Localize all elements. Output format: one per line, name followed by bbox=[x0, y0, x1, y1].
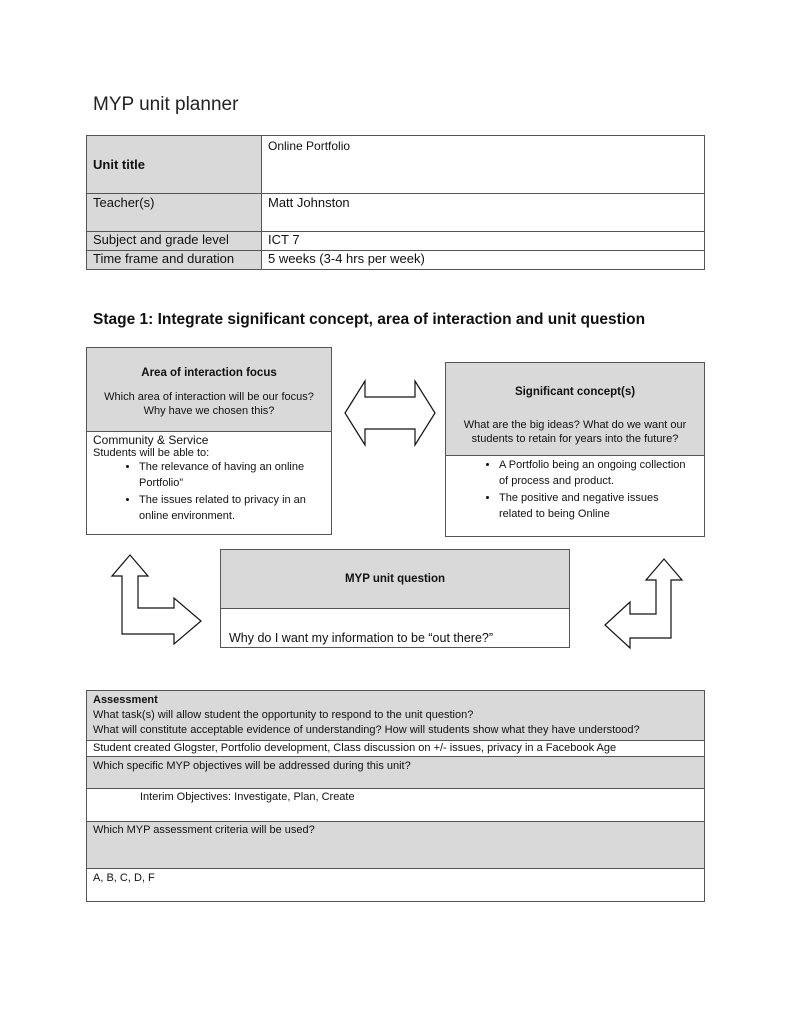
subject-value: ICT 7 bbox=[262, 232, 705, 251]
aoi-list bbox=[87, 459, 331, 524]
objectives-question: Which specific MYP objectives will be addressed during this unit? bbox=[87, 757, 705, 789]
concept-title: Significant concept(s) bbox=[514, 386, 636, 398]
list-item: • The relevance of having an online Portfolio” bbox=[139, 459, 323, 491]
aoi-title: Area of interaction focus bbox=[141, 367, 277, 379]
criteria-value: A, B, C, D, F bbox=[87, 869, 705, 902]
page-title: MYP unit planner bbox=[93, 94, 239, 115]
objectives-value: Interim Objectives: Investigate, Plan, Create bbox=[87, 789, 705, 822]
time-value: 5 weeks (3-4 hrs per week) bbox=[262, 251, 705, 270]
assessment-tasks: Student created Glogster, Portfolio development, Class discussion on +/- issues, privacy in a Facebook Age bbox=[87, 741, 705, 757]
teacher-value: Matt Johnston bbox=[262, 194, 705, 232]
list-item: • A Portfolio being an ongoing collection of process and product. bbox=[499, 457, 690, 489]
stage1-heading: Stage 1: Integrate significant concept, area of interaction and unit question bbox=[93, 311, 646, 328]
list-item: • The issues related to privacy in an online environment. bbox=[139, 492, 323, 524]
unit-title-value: Online Portfolio bbox=[262, 136, 705, 194]
unit-info-table bbox=[86, 135, 705, 270]
concept-question-1: What are the big ideas? What do we want our bbox=[463, 419, 687, 431]
aoi-value-title: Community & Service bbox=[93, 433, 209, 447]
assessment-q1: What task(s) will allow student the opportunity to respond to the unit question? bbox=[93, 709, 474, 721]
concept-box bbox=[445, 362, 705, 537]
time-label: Time frame and duration bbox=[87, 251, 262, 270]
unit-title-label: Unit title bbox=[87, 136, 262, 194]
assessment-header bbox=[87, 691, 705, 741]
concept-question-2: students to retain for years into the future? bbox=[471, 433, 679, 445]
subject-label: Subject and grade level bbox=[87, 232, 262, 251]
bent-arrow-right-icon bbox=[111, 554, 203, 646]
aoi-intro: Students will be able to: bbox=[93, 447, 210, 459]
bent-arrow-left-icon bbox=[604, 558, 684, 650]
double-arrow-icon bbox=[344, 380, 436, 446]
criteria-question: Which MYP assessment criteria will be used? bbox=[87, 822, 705, 869]
assessment-title: Assessment bbox=[93, 694, 158, 706]
concept-list bbox=[446, 456, 704, 522]
aoi-question-2: Why have we chosen this? bbox=[143, 405, 275, 417]
concept-header bbox=[446, 363, 704, 456]
unit-question-title: MYP unit question bbox=[344, 573, 446, 585]
aoi-question-1: Which area of interaction will be our focus? bbox=[104, 391, 314, 403]
unit-question-value: Why do I want my information to be “out there?” bbox=[229, 631, 494, 645]
unit-question-box bbox=[220, 549, 570, 648]
aoi-box bbox=[86, 347, 332, 535]
unit-question-header bbox=[221, 550, 569, 609]
aoi-header bbox=[87, 348, 331, 432]
assessment-table bbox=[86, 690, 705, 902]
list-item: • The positive and negative issues related to being Online bbox=[499, 490, 690, 522]
assessment-q2: What will constitute acceptable evidence of understanding? How will students show what they have understood? bbox=[93, 724, 640, 736]
teacher-label: Teacher(s) bbox=[87, 194, 262, 232]
